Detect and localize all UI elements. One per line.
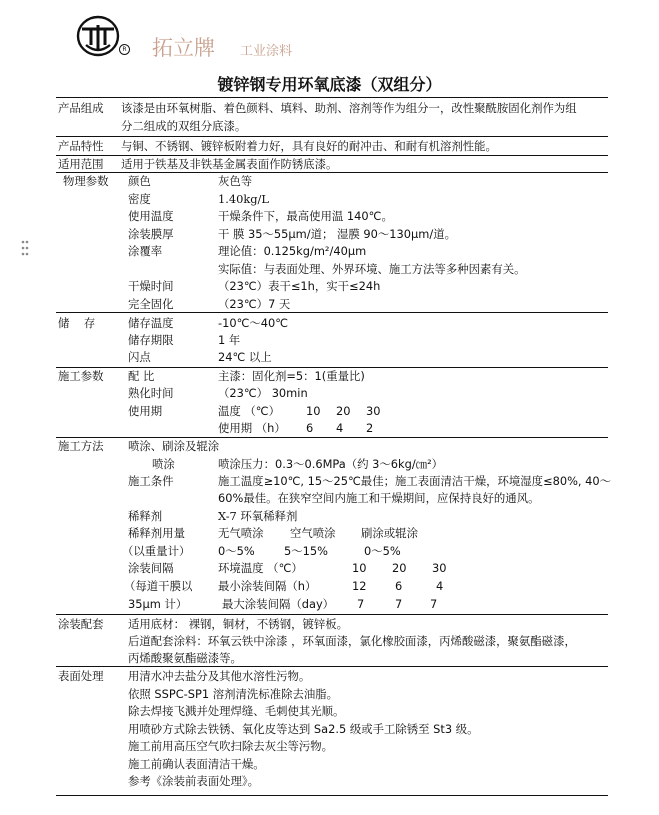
life-value: 6 bbox=[306, 421, 314, 435]
temp-value: 20 bbox=[336, 404, 351, 418]
rule bbox=[56, 312, 608, 313]
composition-text-line: 分二组成的双组分底漆。 bbox=[121, 119, 247, 133]
rule bbox=[56, 136, 608, 137]
coating-text-line: 适用底材： 裸钢，铜材，不锈钢，镀锌板。 bbox=[128, 617, 349, 631]
section-label-construction-params: 施工参数 bbox=[58, 369, 104, 383]
coating-text-line: 后道配套涂料：环氧云铁中涂漆 ，环氧面漆，氯化橡胶面漆，丙烯酸磁漆，聚氨酯磁漆， bbox=[128, 634, 576, 648]
surface-step: 用清水冲去盐分及其他水溶性污物。 bbox=[128, 669, 311, 683]
interval-temp: 20 bbox=[392, 561, 407, 575]
rule bbox=[56, 172, 608, 173]
param-value: 施工温度≥10℃, 15～25℃最佳；施工表面清洁干燥，环境湿度≤80%, 40～ bbox=[218, 474, 612, 488]
param-value: 主漆：固化剂=5：1(重量比) bbox=[218, 369, 365, 383]
surface-step: 参考《涂装前表面处理》。 bbox=[128, 774, 259, 788]
param-key: 涂覆率 bbox=[128, 244, 163, 258]
features-text: 与铜、不锈钢、镀锌板附着力好，具有良好的耐冲击、和耐有机溶剂性能。 bbox=[121, 139, 497, 153]
tl-logo-icon bbox=[76, 15, 120, 57]
surface-step: 用喷砂方式除去铁锈、氧化皮等达到 Sa2.5 级或手工除锈至 St3 级。 bbox=[128, 722, 479, 736]
rule bbox=[56, 614, 608, 615]
param-value: 实际值：与表面处理、外界环境、施工方法等多种因素有关。 bbox=[218, 262, 526, 276]
param-value: 喷涂压力：0.3～0.6MPa（约 3～6kg/㎝²） bbox=[218, 457, 444, 471]
life-label: 使用期 （h） bbox=[218, 421, 286, 435]
rule bbox=[56, 666, 608, 667]
interval-value: 7 bbox=[357, 597, 365, 611]
param-value: 1 年 bbox=[218, 333, 241, 347]
registered-mark-icon: R bbox=[119, 44, 130, 55]
brand-name: 拓立牌 bbox=[152, 36, 215, 60]
param-key: 干燥时间 bbox=[128, 279, 174, 293]
section-label-surface: 表面处理 bbox=[58, 669, 104, 683]
param-key: 颜色 bbox=[128, 174, 151, 188]
param-value: 干燥条件下，最高使用温 140℃。 bbox=[218, 209, 393, 223]
param-key: 喷涂 bbox=[152, 457, 175, 471]
rule-top bbox=[56, 97, 608, 98]
surface-step: 施工前确认表面清洁干燥。 bbox=[128, 757, 265, 771]
param-key: 配 比 bbox=[128, 369, 155, 383]
thinner-value: 5～15% bbox=[284, 544, 328, 558]
param-key: （每道干膜以 bbox=[124, 579, 193, 593]
param-key: （以重量计） bbox=[122, 544, 191, 558]
thinner-value: 0～5% bbox=[364, 544, 401, 558]
section-label-composition: 产品组成 bbox=[58, 101, 104, 115]
interval-temp: 30 bbox=[432, 561, 447, 575]
param-value: 24℃ 以上 bbox=[218, 350, 272, 364]
param-value: 1.40kg/L bbox=[218, 192, 269, 206]
thinner-value: 0～5% bbox=[218, 544, 255, 558]
thinner-head: 刷涂或辊涂 bbox=[361, 526, 418, 540]
life-value: 4 bbox=[336, 421, 344, 435]
rule bbox=[56, 155, 608, 156]
param-key: 涂装膜厚 bbox=[128, 227, 174, 241]
section-label-features: 产品特性 bbox=[58, 139, 104, 153]
temp-value: 30 bbox=[366, 404, 381, 418]
rule bbox=[56, 437, 608, 438]
param-value: -10℃～40℃ bbox=[218, 316, 289, 330]
life-value: 2 bbox=[366, 421, 374, 435]
param-value: （23℃）表干≤1h，实干≤24h bbox=[218, 279, 381, 293]
temp-label: 温度 （℃） bbox=[218, 404, 280, 418]
param-key: 密度 bbox=[128, 192, 151, 206]
param-value: 灰色等 bbox=[218, 174, 253, 188]
interval-value: 7 bbox=[395, 597, 403, 611]
param-key: 35μm 计） bbox=[128, 597, 188, 611]
param-key: 稀释剂用量 bbox=[128, 526, 185, 540]
composition-text-line: 该漆是由环氧树脂、着色颜料、填料、助剂、溶剂等作为组分一，改性聚酰胺固化剂作为组 bbox=[121, 101, 577, 115]
interval-value: 4 bbox=[436, 579, 444, 593]
param-value: 干 膜 35～55μm/道； 湿膜 90～130μm/道。 bbox=[218, 227, 456, 241]
interval-head: 环境温度 （℃） bbox=[218, 561, 303, 575]
thinner-head: 无气喷涂 bbox=[218, 526, 264, 540]
param-key: 稀释剂 bbox=[128, 509, 163, 523]
section-label-physical: 物理参数 bbox=[63, 174, 109, 188]
rule bbox=[56, 367, 608, 368]
interval-value: 7 bbox=[430, 597, 438, 611]
section-label-coating: 涂装配套 bbox=[58, 617, 104, 631]
temp-value: 10 bbox=[306, 404, 321, 418]
method-list: 喷涂、刷涂及辊涂 bbox=[128, 439, 220, 453]
thinner-head: 空气喷涂 bbox=[290, 526, 336, 540]
document-title: 镀锌钢专用环氧底漆（双组分） bbox=[217, 75, 442, 94]
param-key: 熟化时间 bbox=[128, 386, 174, 400]
section-label-scope: 适用范围 bbox=[58, 157, 104, 171]
interval-label: 最小涂装间隔（h） bbox=[218, 579, 317, 593]
section-label-method: 施工方法 bbox=[58, 439, 104, 453]
param-key: 储存温度 bbox=[128, 316, 174, 330]
param-value: 理论值：0.125kg/m²/40μm bbox=[218, 244, 367, 258]
param-value: （23℃） 30min bbox=[218, 386, 308, 400]
surface-step: 除去焊接飞溅并处理焊缝、毛刺使其光顺。 bbox=[128, 704, 345, 718]
surface-step: 依照 SSPC-SP1 溶剂清洗标准除去油脂。 bbox=[128, 687, 339, 701]
rule-bottom bbox=[56, 795, 608, 796]
param-value: （23℃）7 天 bbox=[218, 297, 291, 311]
scope-text: 适用于铁基及非铁基金属表面作防锈底漆。 bbox=[121, 157, 338, 171]
param-key: 储存期限 bbox=[128, 333, 174, 347]
brand-subtitle: 工业涂料 bbox=[240, 44, 293, 59]
param-key: 施工条件 bbox=[128, 474, 174, 488]
param-key: 完全固化 bbox=[128, 297, 174, 311]
interval-value: 6 bbox=[395, 579, 403, 593]
section-label-storage: 储 存 bbox=[58, 316, 96, 330]
surface-step: 施工前用高压空气吹扫除去灰尘等污物。 bbox=[128, 739, 334, 753]
interval-temp: 10 bbox=[352, 561, 367, 575]
param-key: 闪点 bbox=[128, 350, 151, 364]
param-key: 使用期 bbox=[128, 404, 163, 418]
param-value: X-7 环氧稀释剂 bbox=[218, 509, 298, 523]
interval-value: 12 bbox=[352, 579, 367, 593]
param-key: 使用温度 bbox=[128, 209, 174, 223]
interval-label: 最大涂装间隔（day） bbox=[222, 597, 335, 611]
param-key: 涂装间隔 bbox=[128, 561, 174, 575]
drag-handle-icon[interactable] bbox=[21, 240, 29, 256]
param-value: 60%最佳。在狭窄空间内施工和干燥期间，应保持良好的通风。 bbox=[218, 491, 540, 505]
coating-text-line: 丙烯酸聚氨酯磁漆等。 bbox=[128, 651, 242, 665]
